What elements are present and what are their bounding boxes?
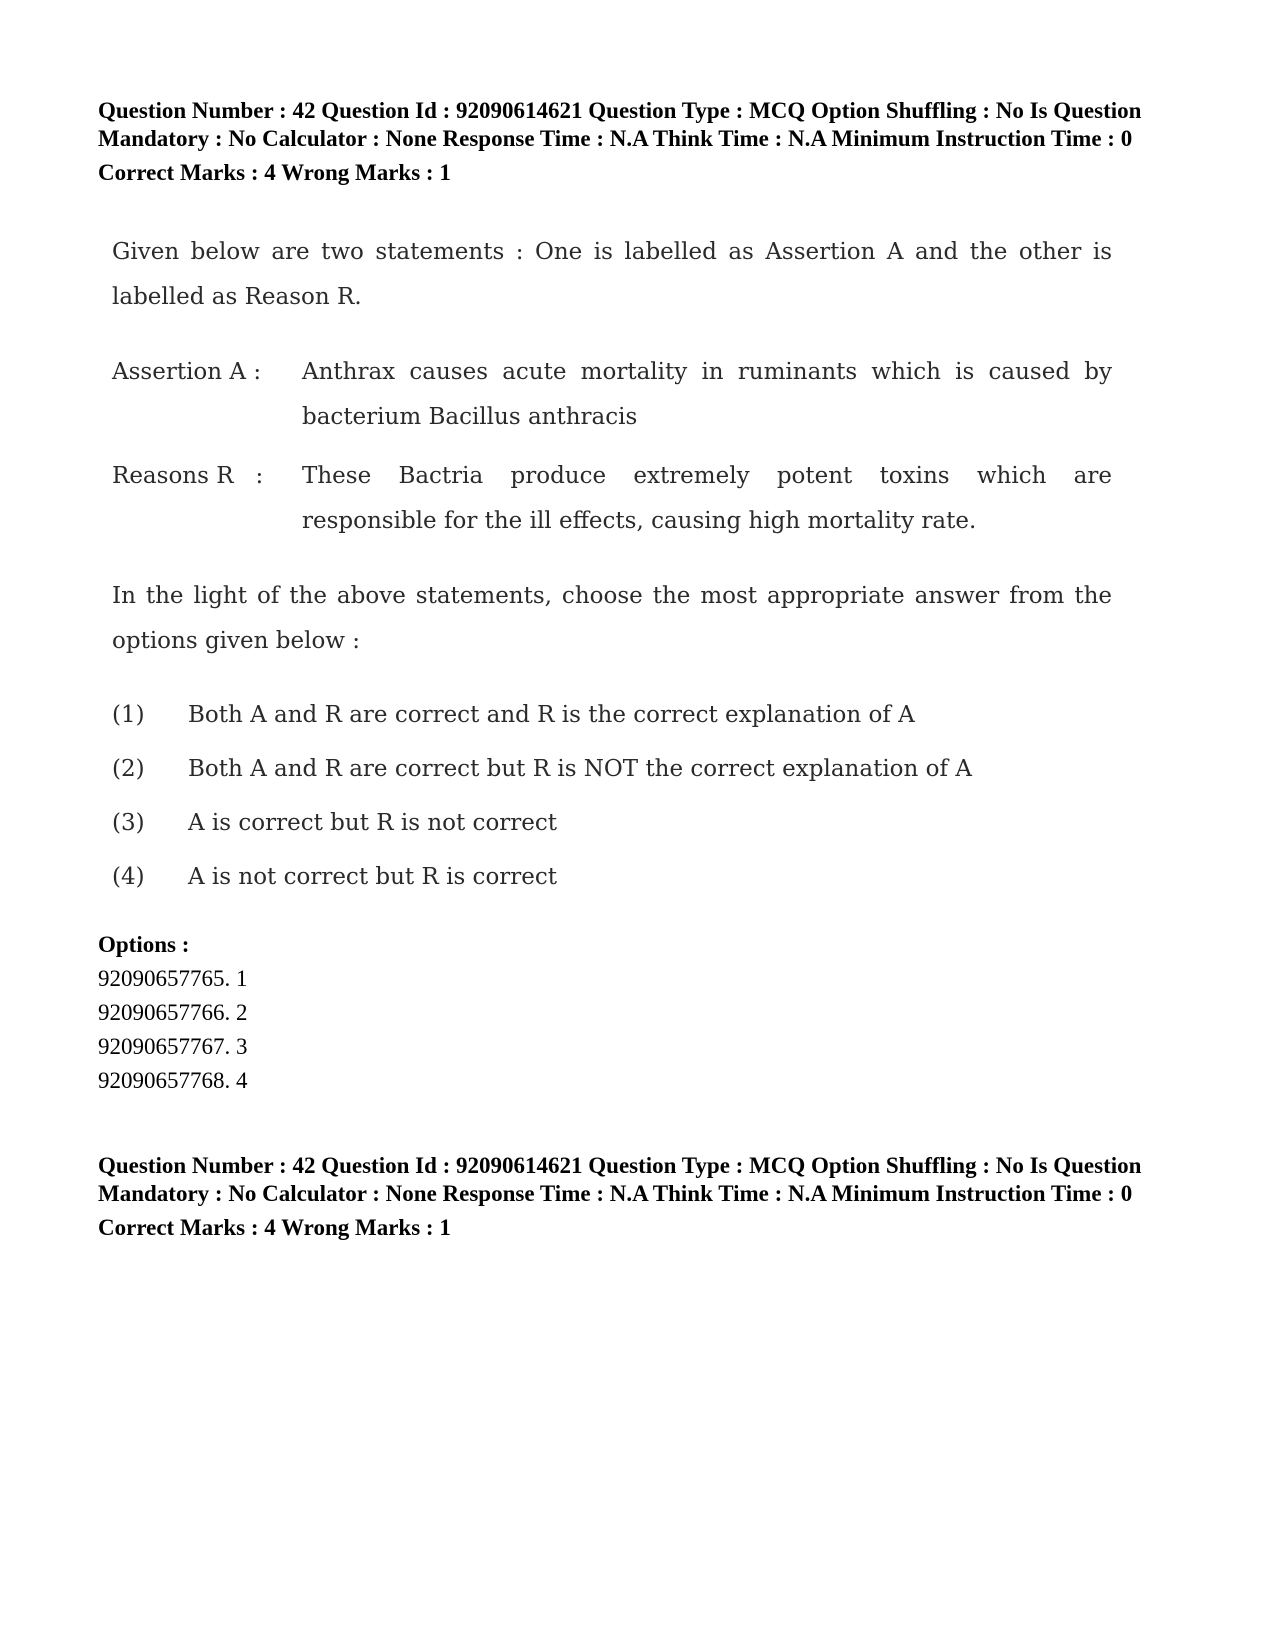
question-instruction: In the light of the above statements, choose the most appropriate answer from the options given below : bbox=[112, 583, 1112, 654]
options-list bbox=[98, 928, 248, 1098]
question-header-top bbox=[98, 97, 1158, 187]
reason-label: Reasons R : bbox=[112, 463, 264, 489]
question-marks-line: Correct Marks : 4 Wrong Marks : 1 bbox=[98, 160, 451, 185]
choice-text: A is correct but R is not correct bbox=[188, 810, 558, 836]
question-header-bottom bbox=[98, 1152, 1158, 1242]
answer-choice bbox=[112, 862, 557, 892]
question-marks-line: Correct Marks : 4 Wrong Marks : 1 bbox=[98, 1215, 451, 1240]
option-item: 92090657766. 2 bbox=[98, 1000, 248, 1025]
question-meta-line: Question Number : 42 Question Id : 92090614621 Question Type : MCQ Option Shuffling : No Is Question Mandatory : No Calculator : None Response Time : N.A Think Time : N.A Minimum Instruction Time : 0 bbox=[98, 98, 1142, 151]
answer-choice bbox=[112, 700, 915, 730]
answer-choice bbox=[112, 754, 972, 784]
choice-number: (3) bbox=[112, 810, 145, 836]
question-stem: Given below are two statements : One is labelled as Assertion A and the other is labelled as Reason R. bbox=[112, 239, 1112, 310]
choice-text: A is not correct but R is correct bbox=[188, 864, 558, 890]
option-item: 92090657765. 1 bbox=[98, 966, 248, 991]
choice-number: (1) bbox=[112, 702, 145, 728]
reason-text: These Bactria produce extremely potent toxins which are responsible for the ill effects, causing high mortality rate. bbox=[302, 463, 1112, 534]
choice-text: Both A and R are correct but R is NOT the correct explanation of A bbox=[188, 756, 972, 782]
assertion-label: Assertion A : bbox=[112, 359, 262, 385]
question-meta-line: Question Number : 42 Question Id : 92090614621 Question Type : MCQ Option Shuffling : No Is Question Mandatory : No Calculator : None Response Time : N.A Think Time : N.A Minimum Instruction Time : 0 bbox=[98, 1153, 1142, 1206]
choice-text: Both A and R are correct and R is the correct explanation of A bbox=[188, 702, 915, 728]
option-item: 92090657767. 3 bbox=[98, 1034, 248, 1059]
assertion-text: Anthrax causes acute mortality in ruminants which is caused by bacterium Bacillus anthracis bbox=[302, 359, 1112, 430]
option-item: 92090657768. 4 bbox=[98, 1068, 248, 1093]
options-title: Options : bbox=[98, 932, 190, 957]
answer-choice bbox=[112, 808, 557, 838]
choice-number: (4) bbox=[112, 864, 145, 890]
choice-number: (2) bbox=[112, 756, 145, 782]
